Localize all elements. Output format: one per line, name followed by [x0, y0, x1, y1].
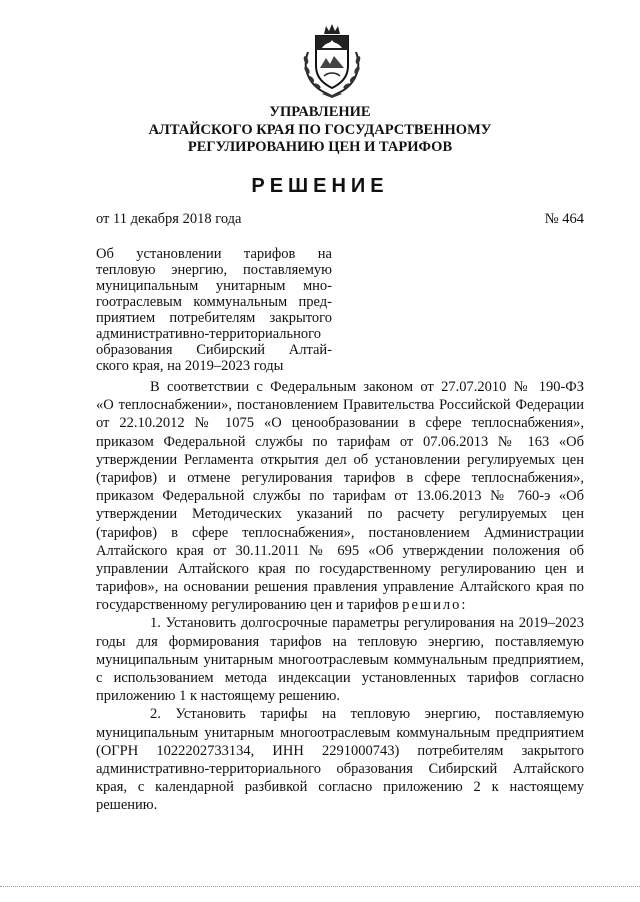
preamble-last-text: государственному регулированию цен и тарифов — [96, 597, 403, 614]
item-1-line: приложению 1 к настоящему решению. — [96, 688, 341, 705]
item-2-line: муниципальным унитарным многоотраслевым коммунальным предприятием — [96, 724, 584, 741]
page-bottom-divider — [0, 886, 640, 887]
preamble-line: управлении Алтайского края по государственному регулированию цен и — [96, 560, 584, 577]
authority-name — [0, 104, 640, 157]
subject-line: приятием потребителям закрытого — [96, 310, 332, 326]
item-2-line: края, с календарной разбивкой согласно приложению 2 к настоящему — [96, 779, 584, 796]
subject-line: ского края, на 2019–2023 годы — [96, 358, 284, 374]
item-2-line: решению. — [96, 797, 158, 814]
item-2-line: административно-территориального образования Сибирский Алтайского — [96, 760, 584, 777]
subject-line: Об установлении тарифов на — [96, 246, 332, 262]
subject-line: административно-территориального — [96, 326, 322, 342]
item-2-line: (ОГРН 1022202733134, ИНН 2291000743) потребителям закрытого — [96, 742, 584, 759]
item-2-line: 2. Установить тарифы на тепловую энергию, поставляемую — [150, 706, 584, 723]
subject-line: гоотраслевым коммунальным пред- — [96, 294, 332, 310]
authority-line-1: УПРАВЛЕНИЕ — [269, 104, 371, 120]
document-date: от 11 декабря 2018 года — [96, 211, 242, 227]
subject-line: муниципальным унитарным мно- — [96, 278, 332, 294]
document-number: № 464 — [544, 211, 584, 227]
preamble-line: (тарифов) в сфере теплоснабжения», постановлением Администрации — [96, 524, 584, 541]
preamble-line: утверждении Методических указаний по расчету регулируемых цен — [96, 506, 584, 523]
preamble-line: приказом Федеральной службы по тарифам от 07.06.2013 № 163 «Об — [96, 433, 584, 450]
coat-of-arms-emblem-icon — [298, 22, 366, 100]
item-1-line: с использованием метода индексации установленных тарифов согласно — [96, 670, 584, 686]
document-body — [96, 378, 584, 815]
item-1-line: 1. Установить долгосрочные параметры регулирования на 2019–2023 — [150, 615, 584, 632]
preamble-colon: : — [461, 597, 466, 614]
item-1-line: муниципальным унитарным многоотраслевым коммунальным предприятием, — [96, 651, 584, 668]
preamble-line: (тарифов) и отмене регулирования тарифов в сфере теплоснабжения», — [96, 469, 584, 486]
document-subject — [96, 246, 332, 374]
resolve-word: решило — [402, 597, 462, 614]
subject-line: образования Сибирский Алтай- — [96, 342, 332, 358]
authority-line-3: РЕГУЛИРОВАНИЮ ЦЕН И ТАРИФОВ — [187, 139, 453, 155]
preamble-line: «О теплоснабжении», постановлением Правительства Российской Федерации — [96, 397, 584, 414]
authority-line-2: АЛТАЙСКОГО КРАЯ ПО ГОСУДАРСТВЕННОМУ — [148, 121, 492, 138]
preamble-line: В соответствии с Федеральным законом от 27.07.2010 № 190-ФЗ — [150, 379, 584, 395]
preamble-last-line — [96, 596, 584, 614]
item-1-line: годы для формирования тарифов на тепловую энергию, поставляемую — [96, 633, 584, 650]
preamble-line: утверждении Регламента открытия дел об установлении регулируемых цен — [96, 451, 584, 468]
preamble-line: от 22.10.2012 № 1075 «О ценообразовании в сфере теплоснабжения», — [96, 415, 584, 432]
preamble-line: тарифов», на основании решения правления управление Алтайского края по — [96, 579, 584, 596]
preamble-line: приказом Федеральной службы по тарифам от 13.06.2013 № 760-э «Об — [96, 488, 584, 505]
document-title: РЕШЕНИЕ — [251, 175, 389, 197]
preamble-line: Алтайского края от 30.11.2011 № 695 «Об утверждении положения об — [96, 542, 584, 559]
subject-line: тепловую энергию, поставляемую — [96, 262, 332, 278]
